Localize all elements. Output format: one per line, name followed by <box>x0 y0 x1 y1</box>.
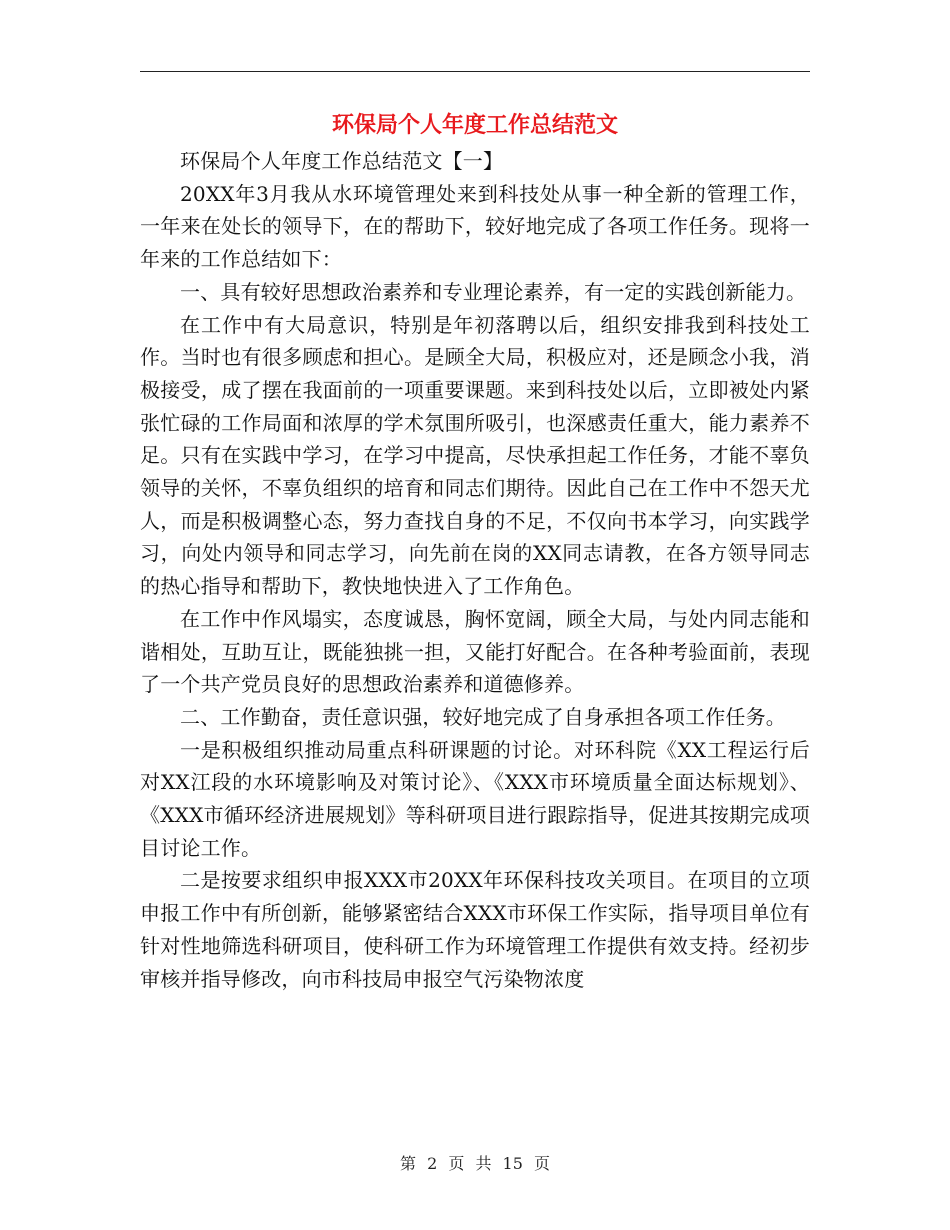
document-title: 环保局个人年度工作总结范文 <box>331 113 618 138</box>
paragraph-item-1: 一是积极组织推动局重点科研课题的讨论。对环科院《XX工程运行后对XX江段的水环境影响及对策讨论》、《XXX市环境质量全面达标规划》、《XXX市循环经济进展规划》等科研项目进行跟踪指导，促进其按期完成项目讨论工作。 <box>140 737 810 860</box>
paragraph-section-1-body-b: 在工作中作风塌实，态度诚恳，胸怀宽阔，顾全大局，与处内同志能和谐相处，互助互让，既能独挑一担，又能打好配合。在各种考验面前，表现了一个共产党员良好的思想政治素养和道德修养。 <box>140 606 810 697</box>
paragraph-subtitle: 环保局个人年度工作总结范文【一】 <box>180 149 504 173</box>
paragraph-section-1-body-a: 在工作中有大局意识，特别是年初落聘以后，组织安排我到科技处工作。当时也有很多顾虑和担心。是顾全大局，积极应对，还是顾念小我，消极接受，成了摆在我面前的一项重要课题。来到科技处以后，立即被处内紧张忙碌的工作局面和浓厚的学术氛围所吸引，也深感责任重大，能力素养不足。只有在实践中学习，在学习中提高，尽快承担起工作任务，才能不辜负领导的关怀，不辜负组织的培育和同志们期待。因此自己在工作中不怨天尤人，而是积极调整心态，努力查找自身的不足，不仅向书本学习，向实践学习，向处内领导和同志学习，向先前在岗的XX同志请教，在各方领导同志的热心指导和帮助下，教快地快进入了工作角色。 <box>140 312 810 599</box>
paragraph-section-1-heading: 一、具有较好思想政治素养和专业理论素养，有一定的实践创新能力。 <box>180 279 807 304</box>
paragraph-section-2-heading: 二、工作勤奋，责任意识强，较好地完成了自身承担各项工作任务。 <box>180 704 786 729</box>
document-body <box>140 145 810 995</box>
paragraph-item-2: 二是按要求组织申报XXX市20XX年环保科技攻关项目。在项目的立项申报工作中有所创新，能够紧密结合XXX市环保工作实际，指导项目单位有针对性地筛选科研项目，使科研工作为环境管理工作提供有效支持。经初步审核并指导修改，向市科技局申报空气污染物浓度 <box>140 868 810 991</box>
page-number: 第 2 页 共 15 页 <box>400 1154 550 1173</box>
header-rule <box>140 71 810 72</box>
paragraph-intro: 20XX年3月我从水环境管理处来到科技处从事一种全新的管理工作，一年来在处长的领导下，在的帮助下，较好地完成了各项工作任务。现将一年来的工作总结如下： <box>140 181 810 272</box>
